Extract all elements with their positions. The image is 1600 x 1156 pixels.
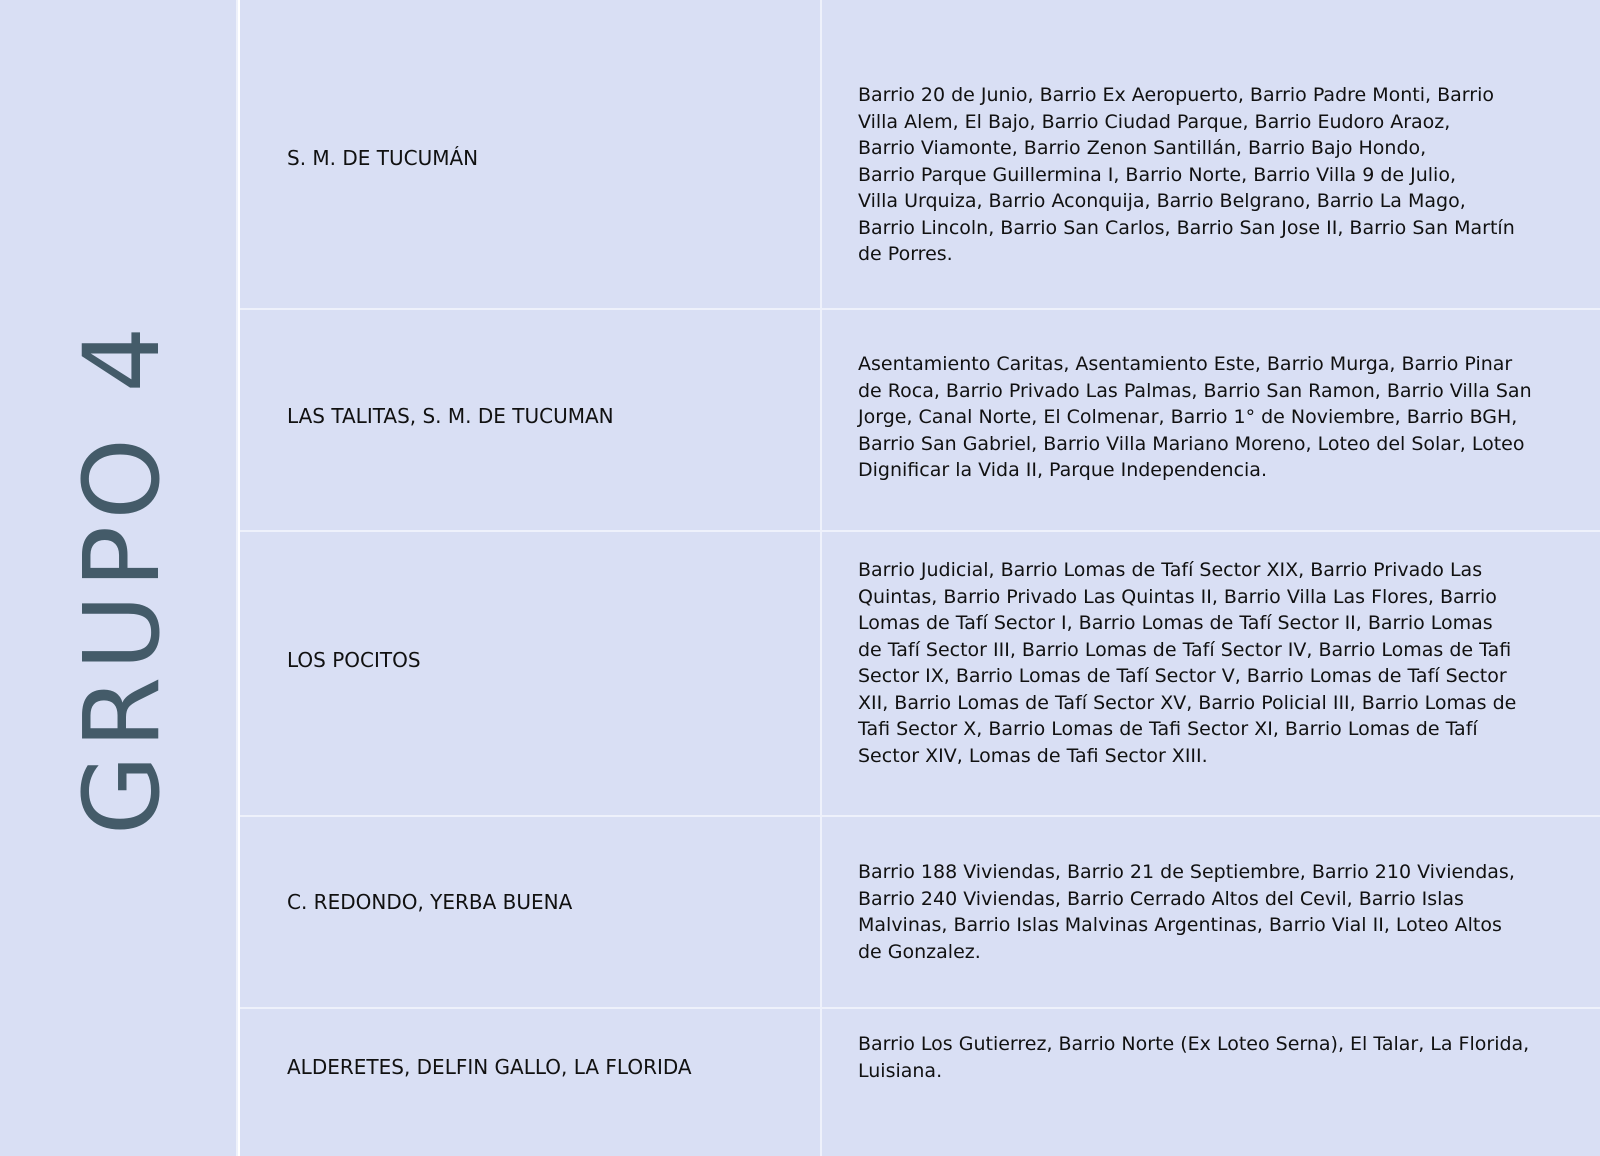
group-band: [0, 0, 238, 1156]
group-title: GRUPO 4: [61, 320, 183, 836]
barrios-list: Barrio Judicial, Barrio Lomas de Tafí Sector XIX, Barrio Privado Las Quintas, Barrio Privado Las Quintas II, Barrio Villa Las Flores, Barrio Lomas de Tafí Sector I, Barrio Lomas de Tafí Sector II, Barrio Lomas de Tafí Sector III, Barrio Lomas de Tafí Sector IV, Barrio Lomas de Tafi Sector IX, Barrio Lomas de Tafí Sector V, Barrio Lomas de Tafí Sector XII, Barrio Lomas de Tafí Sector XV, Barrio Policial III, Barrio Lomas de Tafi Sector X, Barrio Lomas de Tafi Sector XI, Barrio Lomas de Tafí Sector XIV, Lomas de Tafi Sector XIII.: [858, 559, 1517, 767]
table-row: [240, 817, 1600, 1007]
place-name: ALDERETES, DELFIN GALLO, LA FLORIDA: [287, 1055, 692, 1079]
barrios-cell: [824, 817, 1600, 1007]
place-name: C. REDONDO, YERBA BUENA: [287, 890, 573, 914]
place-cell: [240, 532, 822, 815]
barrios-cell: [824, 310, 1600, 530]
table-row: [240, 310, 1600, 530]
table-row: [240, 532, 1600, 815]
barrios-cell: [824, 532, 1600, 815]
table-row: [240, 1009, 1600, 1156]
table-row: [240, 0, 1600, 308]
place-cell: [240, 310, 822, 530]
barrios-list: Barrio Los Gutierrez, Barrio Norte (Ex Loteo Serna), El Talar, La Florida, Luisiana.: [858, 1033, 1530, 1082]
barrios-list: Barrio 188 Viviendas, Barrio 21 de Septiembre, Barrio 210 Viviendas, Barrio 240 Viviendas, Barrio Cerrado Altos del Cevil, Barrio Islas Malvinas, Barrio Islas Malvinas Argentinas, Barrio Vial II, Loteo Altos de Gonzalez.: [858, 861, 1515, 963]
place-name: LOS POCITOS: [287, 648, 421, 672]
place-name: LAS TALITAS, S. M. DE TUCUMAN: [287, 404, 614, 428]
barrios-cell: [824, 1009, 1600, 1156]
barrios-list: Barrio 20 de Junio, Barrio Ex Aeropuerto, Barrio Padre Monti, Barrio Villa Alem, El Bajo, Barrio Ciudad Parque, Barrio Eudoro Araoz, Barrio Viamonte, Barrio Zenon Santillán, Barrio Bajo Hondo, Barrio Parque Guillermina I, Barrio Norte, Barrio Villa 9 de Julio, Villa Urquiza, Barrio Aconquija, Barrio Belgrano, Barrio La Mago, Barrio Lincoln, Barrio San Carlos, Barrio San Jose II, Barrio San Martín de Porres.: [858, 84, 1515, 265]
place-cell: [240, 817, 822, 1007]
barrios-list: Asentamiento Caritas, Asentamiento Este, Barrio Murga, Barrio Pinar de Roca, Barrio Privado Las Palmas, Barrio San Ramon, Barrio Villa San Jorge, Canal Norte, El Colmenar, Barrio 1° de Noviembre, Barrio BGH, Barrio San Gabriel, Barrio Villa Mariano Moreno, Loteo del Solar, Loteo Dignificar la Vida II, Parque Independencia.: [858, 353, 1532, 481]
place-name: S. M. DE TUCUMÁN: [287, 146, 479, 170]
place-cell: [240, 0, 822, 308]
place-cell: [240, 1009, 822, 1156]
barrios-cell: [824, 0, 1600, 308]
barrios-table: [240, 0, 1600, 1156]
